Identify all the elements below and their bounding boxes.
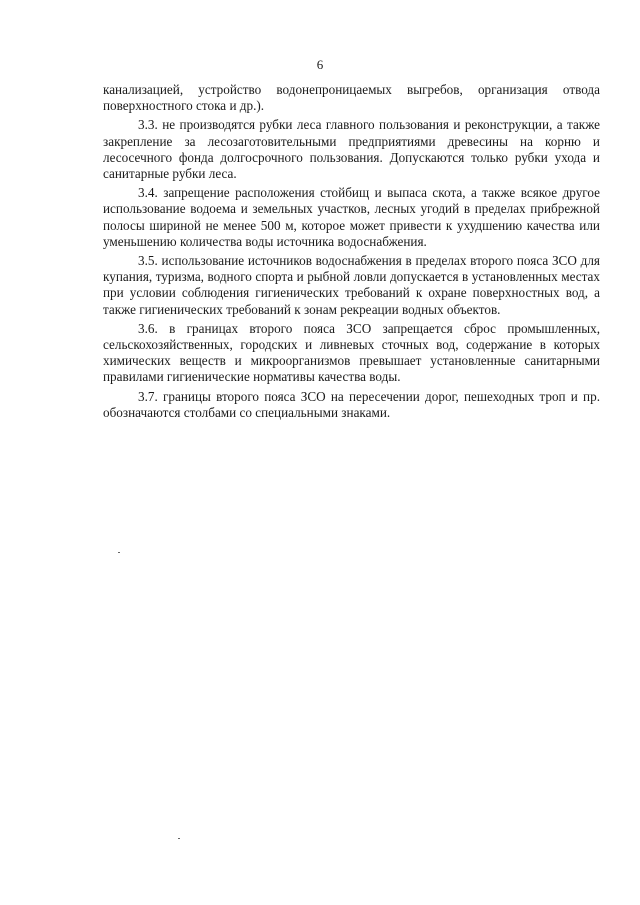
- paragraph-continuation: канализацией, устройство водонепроницаемых выгребов, организация отвода поверхностного стока и др.).: [103, 82, 600, 114]
- paragraph-3-5: 3.5. использование источников водоснабжения в пределах второго пояса ЗСО для купания, туризма, водного спорта и рыбной ловли допускается в установленных местах при условии соблюдения гигиенических требований к охране поверхностных вод, а также гигиенических требований к зонам рекреации водных объектов.: [103, 253, 600, 317]
- paragraph-3-3: 3.3. не производятся рубки леса главного пользования и реконструкции, а также закрепление за лесозаготовительными предприятиями древесины на корню и лесосечного фонда долгосрочного пользования. Допускаются только рубки ухода и санитарные рубки леса.: [103, 117, 600, 182]
- paragraph-3-6: 3.6. в границах второго пояса ЗСО запрещается сброс промышленных, сельскохозяйственных, городских и ливневых сточных вод, содержание в которых химических веществ и микроорганизмов превышает установленные санитарными правилами гигиенические нормативы качества воды.: [103, 320, 600, 385]
- paragraph-3-4: 3.4. запрещение расположения стойбищ и выпаса скота, а также всякое другое использование водоема и земельных участков, лесных угодий в пределах прибрежной полосы шириной не менее 500 м, которое может привести к ухудшению качества или уменьшению количества воды источника водоснабжения.: [103, 185, 600, 249]
- page-number: 6: [316, 57, 324, 72]
- document-body: [103, 82, 600, 424]
- scan-speck: [178, 838, 180, 839]
- paragraph-3-7: 3.7. границы второго пояса ЗСО на пересечении дорог, пешеходных троп и пр. обозначаются столбами со специальными знаками.: [103, 388, 600, 420]
- scan-speck: [118, 552, 120, 553]
